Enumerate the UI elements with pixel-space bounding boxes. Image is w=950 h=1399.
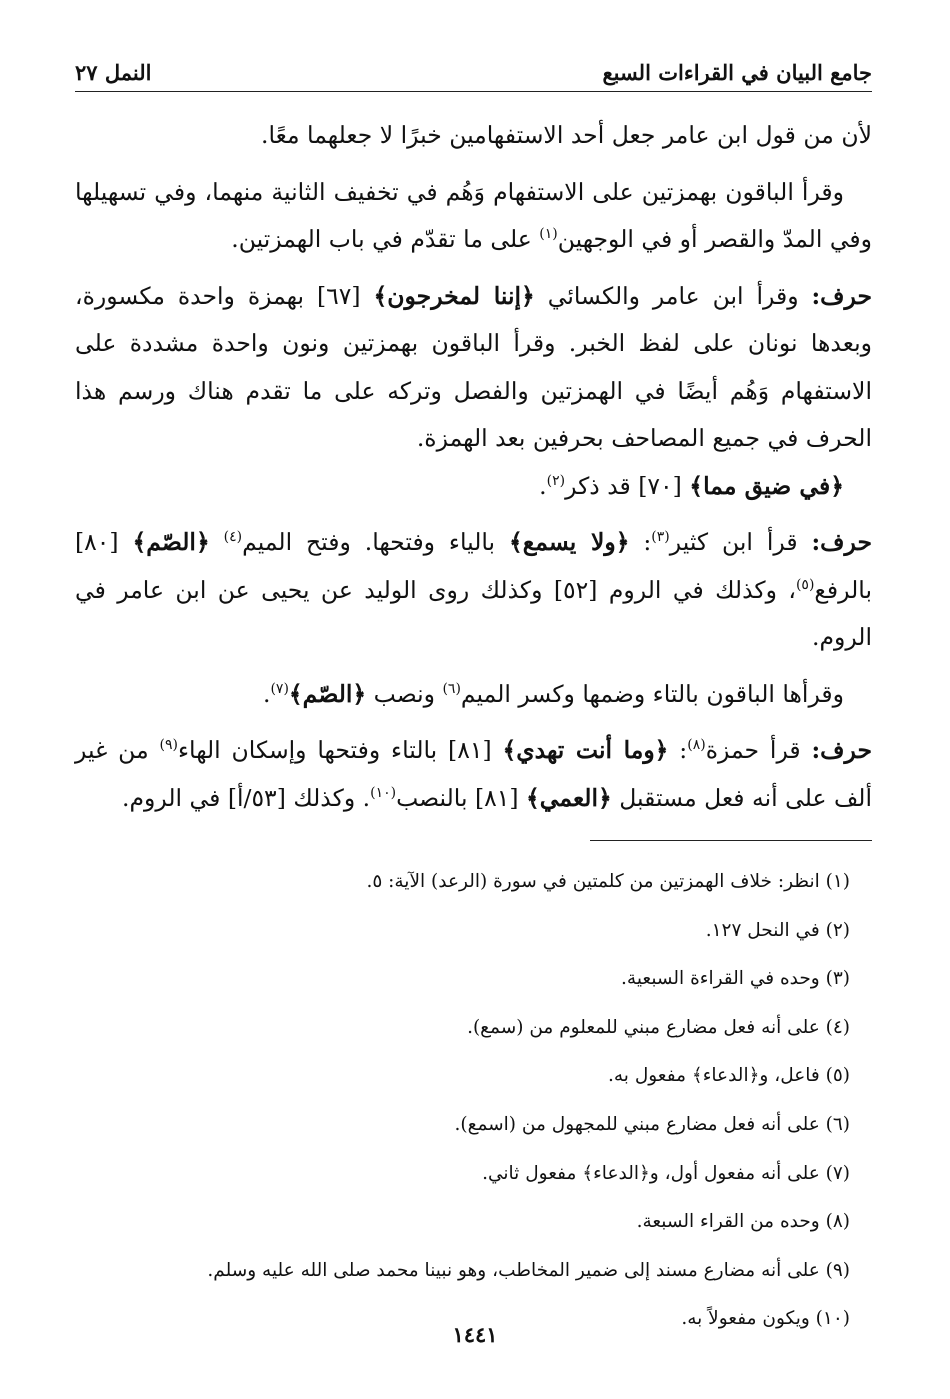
footnote-ref[interactable]: (١٠): [370, 784, 397, 801]
footnote: (٤) على أنه فعل مضارع مبني للمعلوم من (سمع).: [467, 1016, 850, 1038]
paragraph-text: .: [262, 679, 271, 708]
paragraph-text: [210, 528, 224, 556]
footnote-ref[interactable]: (٥): [795, 576, 815, 593]
paragraph-text: وقرأ الباقون بهمزتين على الاستفهام وَهُم في تخفيف الثانية منهما، وفي تسهيلها وفي المدّ والقصر أو في الوجهين: [75, 177, 872, 253]
footnote-ref[interactable]: (٨): [687, 737, 706, 754]
footnote: (٢) في النحل ١٢٧.: [705, 919, 850, 941]
paragraph-text: [٨٠] بالرفع: [75, 528, 872, 604]
paragraph-text: :: [629, 528, 652, 556]
harf-label: حرف:: [811, 528, 872, 556]
paragraph-text: [٨١] بالنصب: [396, 783, 527, 812]
paragraph-text: لأن من قول ابن عامر جعل أحد الاستفهامين خبرًا لا جعلهما معًا.: [261, 121, 872, 149]
footnote-ref[interactable]: (٧): [270, 680, 289, 697]
quran-verse: ﴿وما أنت تهدي﴾: [502, 736, 669, 764]
footnote: (٩) على أنه مضارع مسند إلى ضمير المخاطب، وهو نبينا محمد صلى الله عليه وسلم.: [207, 1259, 850, 1281]
footnote-ref[interactable]: (٤): [223, 529, 243, 546]
paragraph-text: على ما تقدّم في باب الهمزتين.: [231, 225, 540, 253]
paragraph-text: [٨١] بالتاء وفتحها وإسكان الهاء: [177, 736, 503, 764]
main-text: [75, 112, 872, 822]
paragraph-text: ، وكذلك في الروم [٥٢] وكذلك روى الوليد عن يحيى عن ابن عامر في الروم.: [75, 575, 872, 651]
running-header: [75, 48, 872, 92]
paragraph-text: قرأ حمزة: [705, 736, 812, 764]
paragraph-3: [75, 273, 872, 463]
paragraph-text: [٦٧] بهمزة واحدة مكسورة، وبعدها نونان على لفظ الخبر. وقرأ الباقون بهمزتين ونون واحدة مشددة على الاستفهام وَهُم أيضًا في الهمزتين والفصل وتركه على ما تقدم هناك ورسم هذا الحرف في جميع المصاحف بحرفين بعد الهمزة.: [75, 281, 872, 452]
footnote-ref[interactable]: (٣): [651, 529, 670, 546]
paragraph-text: من غير ألف على أنه فعل مستقبل: [75, 736, 872, 812]
quran-verse: ﴿ولا يسمع﴾: [508, 528, 630, 556]
footnote-separator: [590, 840, 872, 841]
paragraph-text: بالياء وفتحها. وفتح الميم: [242, 528, 509, 556]
paragraph-4: [75, 463, 872, 511]
paragraph-7: [75, 727, 872, 822]
paragraph-text: :: [668, 736, 688, 764]
paragraph-text: قرأ ابن كثير: [669, 528, 812, 556]
paragraph-1: [75, 112, 872, 160]
paragraph-text: ونصب: [366, 679, 443, 708]
book-title: جامع البيان في القراءات السبع: [602, 60, 872, 85]
footnote: (١٠) ويكون مفعولاً به.: [681, 1308, 850, 1330]
quran-verse: ﴿في ضيق مما﴾: [689, 471, 844, 500]
quran-verse: ﴿الصّم﴾: [288, 679, 367, 708]
paragraph-text: [٧٠] قد ذكر: [565, 471, 690, 500]
footnote: (٨) وحده من القراء السبعة.: [636, 1211, 850, 1233]
footnote-ref[interactable]: (٩): [159, 737, 178, 754]
paragraph-text: وقرأ ابن عامر والكسائي: [534, 281, 812, 310]
quran-verse: ﴿العمي﴾: [526, 783, 612, 812]
footnotes: [75, 858, 850, 1344]
page-number: ١٤٤١: [452, 1322, 498, 1347]
footnote: (١) انظر: خلاف الهمزتين من كلمتين في سورة (الرعد) الآية: ٥.: [366, 871, 850, 892]
surah-reference: النمل ٢٧: [75, 60, 152, 85]
paragraph-6: [75, 671, 872, 719]
paragraph-text: وقرأها الباقون بالتاء وضمها وكسر الميم: [460, 679, 844, 708]
paragraph-2: [75, 169, 872, 264]
paragraph-5: [75, 519, 872, 662]
footnote-ref[interactable]: (٦): [442, 680, 461, 697]
quran-verse: ﴿إننا لمخرجون﴾: [373, 281, 535, 310]
footnote-ref[interactable]: (١): [539, 226, 558, 243]
paragraph-text: . وكذلك [٥٣/أ] في الروم.: [122, 783, 371, 812]
footnote: (٧) على أنه مفعول أول، و﴿الدعاء﴾ مفعول ثاني.: [482, 1162, 850, 1184]
footnote: (٥) فاعل، و﴿الدعاء﴾ مفعول به.: [607, 1065, 850, 1087]
quran-verse: ﴿الصّم﴾: [132, 528, 210, 556]
footnote: (٣) وحده في القراءة السبعية.: [621, 968, 850, 990]
footnote-ref[interactable]: (٢): [546, 472, 566, 489]
harf-label: حرف:: [811, 281, 872, 310]
footnote: (٦) على أنه فعل مضارع مبني للمجهول من (اسمع).: [454, 1113, 850, 1135]
paragraph-text: .: [539, 471, 547, 500]
harf-label: حرف:: [811, 736, 873, 764]
